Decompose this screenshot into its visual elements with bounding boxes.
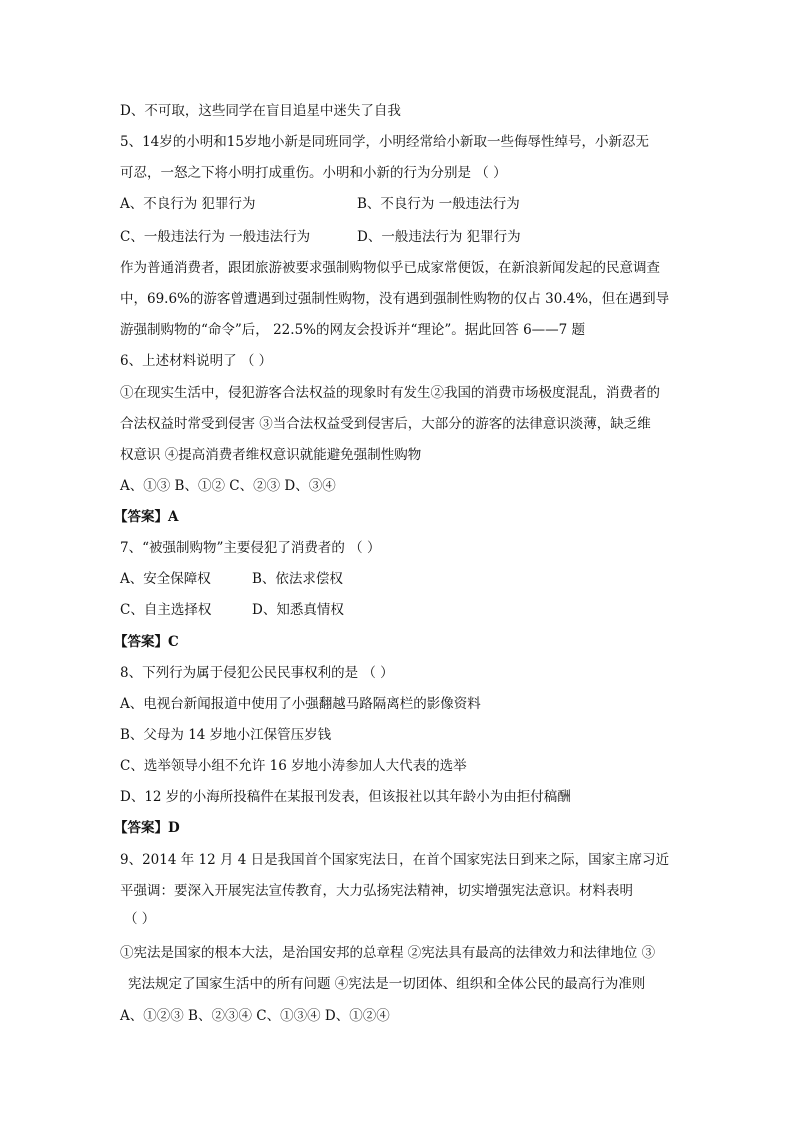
- q7-option-c: C、自主选择权: [120, 602, 212, 618]
- q9-statements-line1: ①宪法是国家的根本大法，是治国安邦的总章程 ②宪法具有最高的法律效力和法律地位 ③: [120, 945, 656, 961]
- q5-stem-line1: 5、14岁的小明和15岁地小新是同班同学，小明经常给小新取一些侮辱性绰号，小新忍无: [120, 134, 649, 150]
- q6-statements-line2: 合法权益时常受到侵害 ③当合法权益受到侵害后，大部分的游客的法律意识淡薄，缺乏维: [120, 416, 651, 432]
- material-line1: 作为普通消费者，跟团旅游被要求强制购物似乎已成家常便饭，在新浪新闻发起的民意调查: [120, 260, 660, 276]
- q8-stem: 8、下列行为属于侵犯公民民事权利的是 （ ）: [120, 665, 394, 681]
- q9-statements-line2: 宪法规定了国家生活中的所有问题 ④宪法是一切团体、组织和全体公民的最高行为准则: [128, 976, 646, 992]
- q7-option-d: D、知悉真情权: [252, 602, 344, 618]
- q9-answer-bracket: （ ）: [124, 911, 156, 927]
- q7-answer: 【答案】C: [114, 634, 179, 650]
- q5-option-d: D、一般违法行为 犯罪行为: [357, 229, 521, 245]
- q6-answer: 【答案】A: [114, 509, 179, 525]
- q4-option-d: D、不可取，这些同学在盲目追星中迷失了自我: [120, 103, 401, 119]
- q5-option-c: C、一般违法行为 一般违法行为: [120, 229, 311, 245]
- q7-stem: 7、“被强制购物”主要侵犯了消费者的 （ ）: [120, 540, 381, 556]
- q8-answer: 【答案】D: [114, 820, 180, 836]
- q7-option-a: A、安全保障权: [120, 571, 211, 587]
- material-line2: 中，69.6%的游客曾遭遇到过强制性购物，没有遇到强制性购物的仅占 30.4%，但在遇到导: [120, 291, 670, 307]
- q7-option-b: B、依法求偿权: [252, 571, 343, 587]
- q8-option-c: C、选举领导小组不允许 16 岁地小涛参加人大代表的选举: [120, 758, 467, 774]
- q5-option-a: A、不良行为 犯罪行为: [120, 196, 256, 212]
- q8-option-d: D、12 岁的小海所投稿件在某报刊发表，但该报社以其年龄小为由拒付稿酬: [120, 789, 571, 805]
- q8-option-b: B、父母为 14 岁地小江保管压岁钱: [120, 727, 332, 743]
- q9-stem-line2: 平强调：要深入开展宪法宣传教育，大力弘扬宪法精神，切实增强宪法意识。材料表明: [120, 883, 633, 899]
- q9-options: A、①②③ B、②③④ C、①③④ D、①②④: [120, 1008, 390, 1024]
- q8-option-a: A、电视台新闻报道中使用了小强翻越马路隔离栏的影像资料: [120, 696, 481, 712]
- material-line3: 游强制购物的“命令”后， 22.5%的网友会投诉并“理论”。据此回答 6——7 题: [120, 322, 586, 338]
- q9-stem-line1: 9、2014 年 12 月 4 日是我国首个国家宪法日，在首个国家宪法日到来之际，国家主席习近: [120, 852, 670, 868]
- q5-stem-line2: 可忍，一怒之下将小明打成重伤。小明和小新的行为分别是 （ ）: [120, 165, 507, 181]
- q6-statements-line1: ①在现实生活中，侵犯游客合法权益的现象时有发生②我国的消费市场极度混乱，消费者的: [120, 385, 660, 401]
- q6-statements-line3: 权意识 ④提高消费者维权意识就能避免强制性购物: [120, 447, 422, 463]
- q5-option-b: B、不良行为 一般违法行为: [357, 196, 520, 212]
- q6-options: A、①③ B、①② C、②③ D、③④: [120, 478, 336, 494]
- q6-stem: 6、上述材料说明了 （ ）: [120, 353, 273, 369]
